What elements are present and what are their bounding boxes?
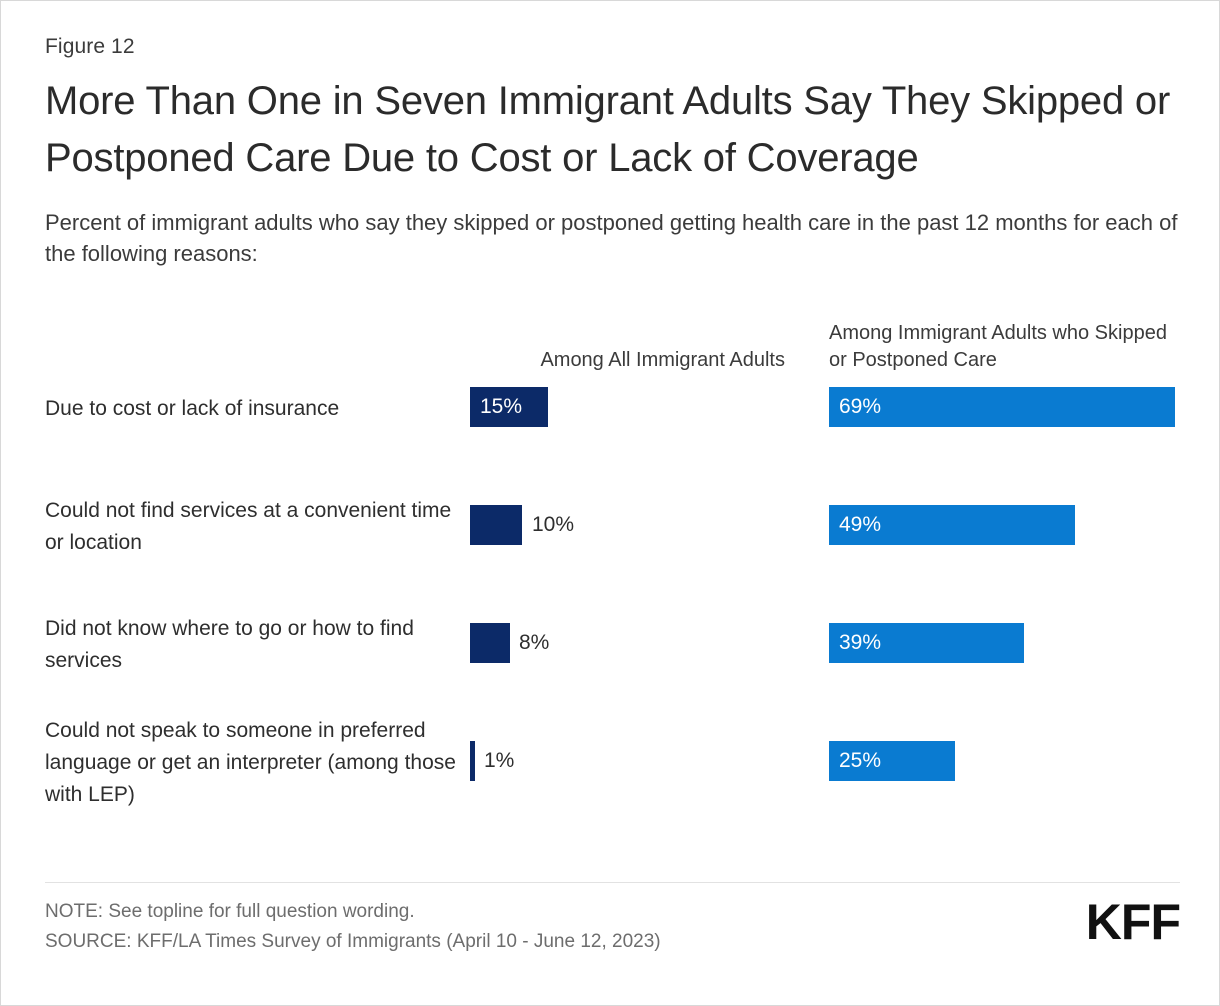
bar-skipped-or-postponed: [829, 387, 1175, 427]
bar-all-immigrant-adults: [470, 505, 522, 545]
column-header-skipped-or-postponed: Among Immigrant Adults who Skipped or Postponed Care: [829, 322, 1167, 371]
bar-skipped-or-postponed: [829, 741, 955, 781]
kff-logo: KFF: [1085, 894, 1180, 950]
bar-value-label: 69%: [839, 395, 882, 418]
bar-value-label: 1%: [484, 749, 515, 772]
bar-skipped-or-postponed: [829, 623, 1024, 663]
row-label: Did not know where to go or how to find services: [45, 617, 414, 672]
figure-content: [45, 35, 1180, 806]
row-label: Could not speak to someone in preferred language or get an interpreter (among those with LEP): [45, 719, 456, 806]
row-label: Could not find services at a convenient time or location: [45, 499, 452, 554]
bar-value-label: 15%: [480, 395, 523, 418]
bar-all-immigrant-adults: [470, 387, 548, 427]
bar-chart: [45, 305, 1180, 806]
bar-value-label: 10%: [532, 513, 575, 536]
bar-value-label: 49%: [839, 513, 882, 536]
chart-subtitle: Percent of immigrant adults who say they skipped or postponed getting health care in the past 12 months for each of the following reasons:: [45, 210, 1178, 266]
row-label: Due to cost or lack of insurance: [45, 397, 340, 420]
bar-value-label: 25%: [839, 749, 882, 772]
bar-rows: [45, 383, 1180, 855]
row-bars: [45, 737, 1180, 855]
chart-row: [45, 501, 1180, 619]
footer-divider: [45, 882, 1180, 883]
bar-value-label: 39%: [839, 631, 882, 654]
chart-row: [45, 383, 1180, 501]
bar-all-immigrant-adults: [470, 623, 510, 663]
footer-note: NOTE: See topline for full question wording.: [45, 901, 415, 922]
figure-footer: [45, 882, 1180, 957]
row-bars: [45, 383, 1180, 501]
chart-row: [45, 719, 1180, 855]
bar-skipped-or-postponed: [829, 505, 1075, 545]
footer-source: SOURCE: KFF/LA Times Survey of Immigrants (April 10 - June 12, 2023): [45, 931, 661, 952]
bar-all-immigrant-adults: [470, 741, 475, 781]
row-bars: [45, 501, 1180, 619]
bar-value-label: 8%: [519, 631, 550, 654]
figure-label: Figure 12: [45, 35, 135, 58]
page-title: More Than One in Seven Immigrant Adults Say They Skipped or Postponed Care Due to Cost or Lack of Coverage: [45, 79, 1171, 180]
column-header-all-immigrant-adults: Among All Immigrant Adults: [540, 349, 785, 371]
